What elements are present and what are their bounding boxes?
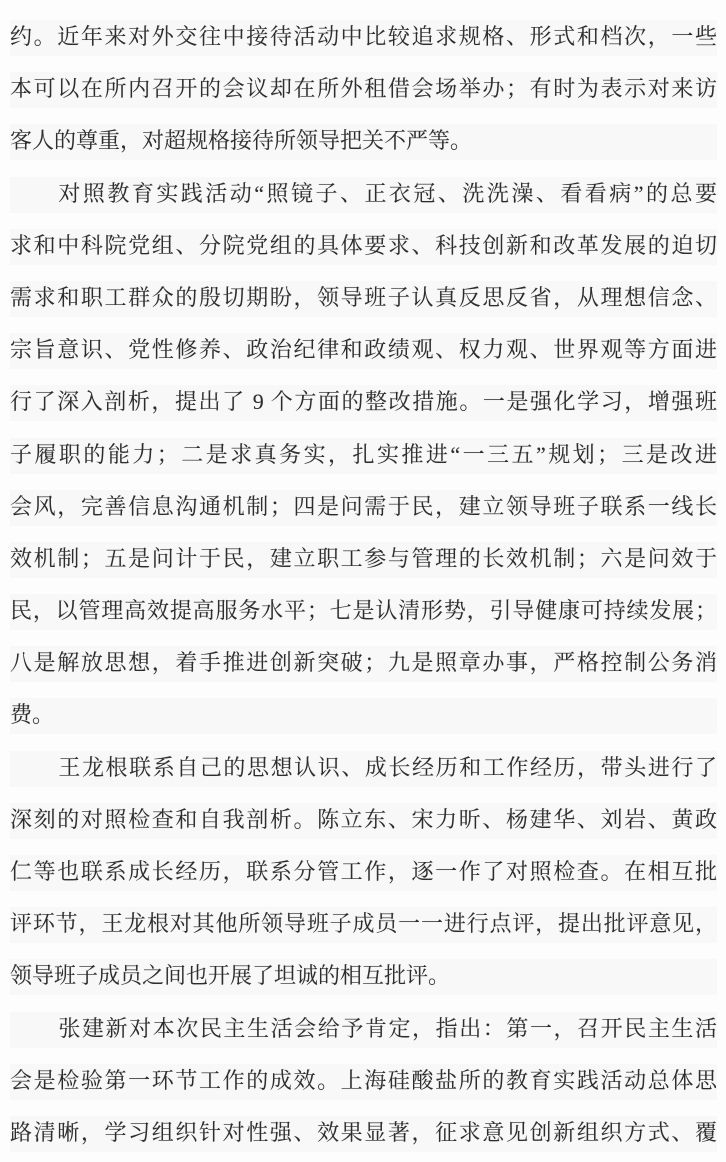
text-line: 子履职的能力；二是求真务实，扎实推进“一三五”规划；三是改进 — [10, 429, 717, 481]
text-line: 求和中科院党组、分院党组的具体要求、科技创新和改革发展的迫切 — [10, 220, 717, 272]
text-line: 效机制；五是问计于民，建立职工参与管理的长效机制；六是问效于 — [10, 533, 717, 585]
text-line: 对照教育实践活动“照镜子、正衣冠、洗洗澡、看看病”的总要 — [10, 168, 717, 220]
text-line: 行了深入剖析，提出了 9 个方面的整改措施。一是强化学习，增强班 — [10, 376, 717, 428]
text-line: 费。 — [10, 689, 717, 741]
text-line: 八是解放思想，着手推进创新突破；九是照章办事，严格控制公务消 — [10, 637, 717, 689]
text-line: 领导班子成员之间也开展了坦诚的相互批评。 — [10, 950, 717, 1002]
text-line: 会风，完善信息沟通机制；四是问需于民，建立领导班子联系一线长 — [10, 481, 717, 533]
text-line: 评环节，王龙根对其他所领导班子成员一一进行点评，提出批评意见， — [10, 898, 717, 950]
text-line: 仁等也联系成长经历，联系分管工作，逐一作了对照检查。在相互批 — [10, 846, 717, 898]
text-line: 客人的尊重，对超规格接待所领导把关不严等。 — [10, 115, 717, 167]
text-line: 约。近年来对外交往中接待活动中比较追求规格、形式和档次，一些 — [10, 11, 717, 63]
text-line: 路清晰，学习组织针对性强、效果显著，征求意见创新组织方式、覆 — [10, 1107, 717, 1159]
text-line: 需求和职工群众的殷切期盼，领导班子认真反思反省，从理想信念、 — [10, 272, 717, 324]
text-line: 会是检验第一环节工作的成效。上海硅酸盐所的教育实践活动总体思 — [10, 1055, 717, 1107]
text-line: 张建新对本次民主生活会给予肯定，指出：第一，召开民主生活 — [10, 1003, 717, 1055]
text-line: 宗旨意识、党性修养、政治纪律和政绩观、权力观、世界观等方面进 — [10, 324, 717, 376]
text-line: 深刻的对照检查和自我剖析。陈立东、宋力昕、杨建华、刘岩、黄政 — [10, 794, 717, 846]
text-line: 本可以在所内召开的会议却在所外租借会场举办；有时为表示对来访 — [10, 63, 717, 115]
text-line: 民，以管理高效提高服务水平；七是认清形势，引导健康可持续发展； — [10, 585, 717, 637]
text-line: 王龙根联系自己的思想认识、成长经历和工作经历，带头进行了 — [10, 742, 717, 794]
